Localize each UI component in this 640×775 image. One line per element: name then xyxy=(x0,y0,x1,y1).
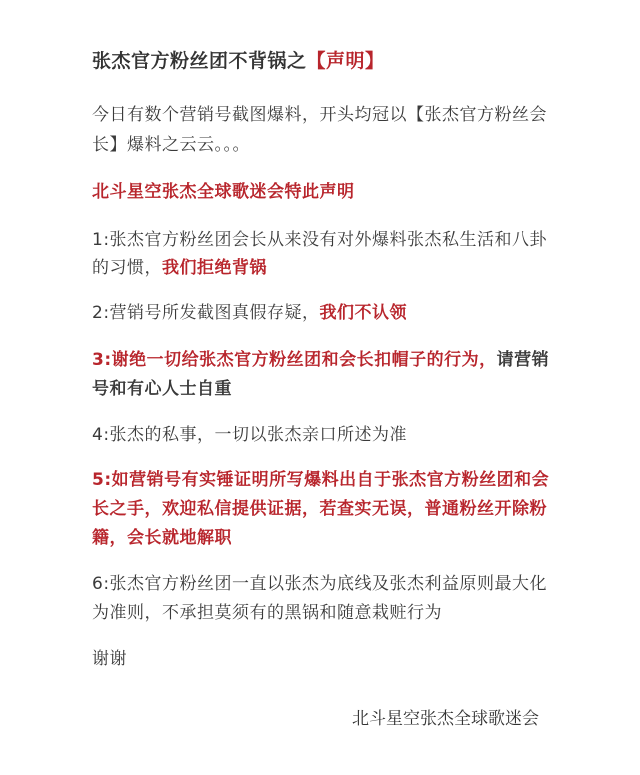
item-6-line-2: 为准则，不承担莫须有的黑锅和随意栽赃行为 xyxy=(92,603,442,623)
item-2-plain: 2:营销号所发截图真假存疑， xyxy=(92,303,320,323)
item-5-line-2: 长之手，欢迎私信提供证据，若查实无误，普通粉丝开除粉 xyxy=(92,499,547,519)
intro-line-2: 长】爆料之云云。。。 xyxy=(92,135,250,155)
item-5-line-1: 5:如营销号有实锤证明所写爆料出自于张杰官方粉丝团和会 xyxy=(92,470,550,490)
item-1-red: 我们拒绝背锅 xyxy=(162,258,267,278)
thanks-text: 谢谢 xyxy=(92,649,127,669)
title-bracketed: 【声明】 xyxy=(306,50,385,72)
item-3-plain: 请营销 xyxy=(496,350,550,370)
item-2 xyxy=(92,302,407,324)
title-prefix: 张杰官方粉丝团不背锅之 xyxy=(92,50,307,72)
item-5-line-3: 籍，会长就地解职 xyxy=(92,528,232,548)
item-2-red: 我们不认领 xyxy=(319,303,408,323)
item-3-line-2: 号和有心人士自重 xyxy=(92,379,232,399)
statement-title xyxy=(92,50,385,72)
item-1-line-1: 1:张杰官方粉丝团会长从来没有对外爆料张杰私生活和八卦 xyxy=(92,230,548,250)
item-3-line-1 xyxy=(92,349,549,371)
item-1-plain: 的习惯， xyxy=(92,258,162,278)
signature: 北斗星空张杰全球歌迷会 xyxy=(352,709,539,729)
item-3-red: 3:谢绝一切给张杰官方粉丝团和会长扣帽子的行为， xyxy=(92,350,497,370)
item-1-line-2 xyxy=(92,257,267,279)
intro-line-1: 今日有数个营销号截图爆料，开头均冠以【张杰官方粉丝会 xyxy=(92,105,547,125)
declaration-heading: 北斗星空张杰全球歌迷会特此声明 xyxy=(92,182,355,202)
item-6-line-1: 6:张杰官方粉丝团一直以张杰为底线及张杰利益原则最大化 xyxy=(92,574,548,594)
item-4: 4:张杰的私事，一切以张杰亲口所述为准 xyxy=(92,425,408,445)
